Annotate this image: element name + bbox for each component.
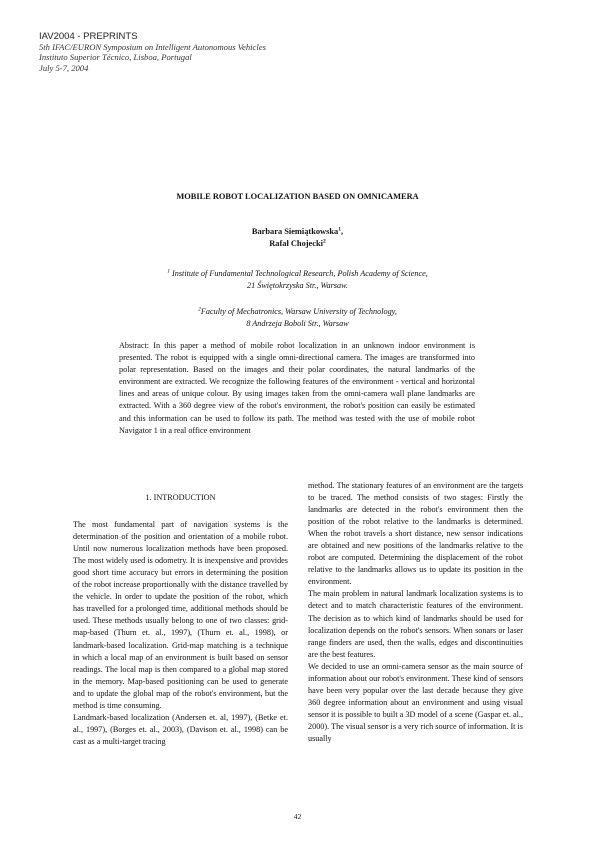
author-name: Rafał Chojecki	[269, 239, 323, 248]
conference-venue: Instituto Superior Técnico, Lisboa, Portugal	[39, 52, 192, 63]
page-number: 42	[293, 812, 302, 821]
affiliation-line: 8 Andrzeja Boboli Str., Warsaw	[246, 319, 349, 328]
affiliation-1	[0, 268, 595, 292]
affiliation-line: 21 Świętokrzyska Str., Warsaw.	[247, 281, 348, 290]
abstract: Abstract: In this paper a method of mobile robot localization in an unknown indoor environment is presented. The robot is equipped with a single omni-directional camera. The images are transformed into polar representation. Based on the images and their polar coordinates, the natural landmarks of the environment are extracted. We recognize the following features of the environment - vertical and horizontal lines and areas of unique colour. By using images taken from the omni-camera wall plane landmarks are extracted. With a 360 degree view of the robot's environment, the robot's position can easily be estimated and this information can be used to follow its path. The method was tested with the use of mobile robot Navigator 1 in a real office environment	[119, 341, 475, 435]
body-paragraph: The most fundamental part of navigation systems is the determination of the position and orientation of a mobile robot. Until now numerous localization methods have been proposed. The most widely used is odometry. It is inexpensive and provides good short time accuracy but errors in determining the position of the robot increase proportionally with the distance travelled by the vehicle. In order to update the position of the robot, which has travelled for a prolonged time, additional methods should be used. These methods usually belong to one of two classes: grid-map-based (Thurn et. al., 1997), (Thurn et. al., 1998), or landmark-based localization. Grid-map matching is a technique in which a local map of an environment is built based on sensor readings. The local map is then compared to a global map stored in the memory. Map-based positioning can be used to generate and to update the global map of the robot's environment, but the method is time consuming.	[73, 520, 288, 710]
author-list	[0, 226, 595, 250]
right-column	[308, 480, 523, 745]
affiliation-line: Institute of Fundamental Technological Research, Polish Academy of Science,	[170, 269, 428, 278]
section-heading: 1. INTRODUCTION	[145, 493, 216, 502]
author-separator: ,	[341, 227, 344, 236]
body-paragraph: We decided to use an omni-camera sensor as the main source of information about our robot's environment. These kind of sensors have been very popular over the last decade because they give 360 degree information about an environment and using visual sensor it is possible to built a 3D model of a scene (Gaspar et. al., 2000). The visual sensor is a very rich source of information. It is usually	[308, 661, 523, 743]
body-paragraph: Landmark-based localization (Andersen et. al, 1997), (Betke et. al., 1997), (Borges et. al., 2003), (Davison et. al., 1998) can be cast as a multi-target tracing	[73, 712, 288, 746]
affiliation-mark: 1	[167, 268, 170, 275]
conference-dates: July 5-7, 2004	[39, 62, 89, 73]
author-1	[0, 226, 595, 238]
author-name: Barbara Siemiątkowska	[251, 227, 339, 236]
author-affiliation-mark: 1	[338, 226, 342, 233]
left-column	[73, 492, 288, 748]
paper-title: MOBILE ROBOT LOCALIZATION BASED ON OMNICAMERA	[176, 192, 419, 201]
conference-name: 5th IFAC/EURON Symposium on Intelligent Autonomous Vehicles	[39, 42, 266, 52]
affiliation-mark: 2	[198, 306, 201, 313]
affiliation-line: Faculty of Mechatronics, Warsaw University of Technology,	[200, 307, 397, 316]
body-paragraph: method. The stationary features of an environment are the targets to be traced. The method consists of two stages: Firstly the landmarks are detected in the robot's environment then the position of the robot relative to the landmarks is determined. When the robot travels a short distance, new sensor indications are obtained and new positions of the landmarks relative to the robot are computed. Determining the displacement of the robot relative to the landmarks allows us to update its position in the environment.	[308, 481, 523, 587]
author-affiliation-mark: 2	[322, 238, 326, 245]
conference-header	[39, 31, 359, 73]
affiliation-2	[0, 306, 595, 330]
preprint-series: IAV2004 - PREPRINTS	[39, 31, 138, 42]
author-2	[0, 238, 595, 250]
body-paragraph: The main problem in natural landmark localization systems is to detect and to match characteristic features of the environment. The decision as to which kind of landmarks should be used for localization depends on the robot's sensors. When sonars or laser range finders are used, then the walls, edges and discontinuities are the best features.	[308, 589, 523, 659]
